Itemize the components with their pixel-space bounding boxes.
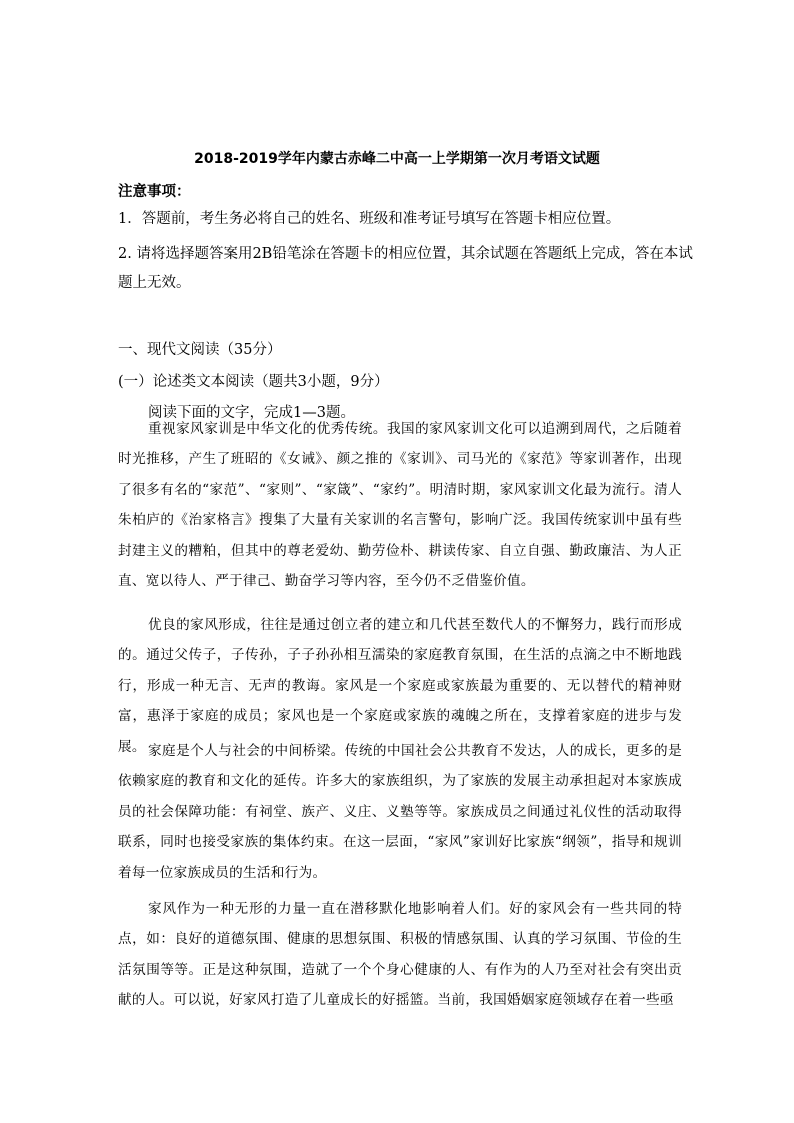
passage-paragraph-3: 家庭是个人与社会的中间桥梁。传统的中国社会公共教育不发达，人的成长，更多的是依赖家庭的教育和文化的延传。许多大的家族组织，为了家族的发展主动承担起对本家族成员的社会保障功能：有祠堂、族产、义庄、义塾等等。家族成员之间通过礼仪性的活动取得联系，同时也接受家族的集体约束。在这一层面，“家风”家训好比家族“纲领”，指导和规训着每一位家族成员的生活和行为。	[118, 743, 682, 881]
notice-heading: 注意事项：	[118, 184, 191, 200]
passage-paragraph-2: 优良的家风形成，往往是通过创立者的建立和几代甚至数代人的不懈努力，践行而形成的。通过父传子，子传孙，子子孙孙相互濡染的家庭教育氛围，在生活的点滴之中不断地践行，形成一种无言、无声的教诲。家风是一个家庭或家族最为重要的、无以替代的精神财富，惠泽于家庭的成员；家风也是一个家庭或家族的魂魄之所在，支撑着家庭的进步与发展。	[118, 617, 682, 755]
reading-instruction: 阅读下面的文字，完成1—3题。	[148, 405, 355, 421]
subsection-heading-argumentative: (一）论述类文本阅读（题共3小题，9分）	[118, 374, 389, 390]
passage-paragraph-1: 重视家风家训是中华文化的优秀传统。我国的家风家训文化可以追溯到周代，之后随着时光推移，产生了班昭的《女诫》、颜之推的《家训》、司马光的《家范》等家训著作，出现了很多有名的“家范”、“家则”、“家箴”、“家约”。明清时期，家风家训文化最为流行。清人朱柏庐的《治家格言》搜集了大量有关家训的名言警句，影响广泛。我国传统家训中虽有些封建主义的糟粕，但其中的尊老爱幼、勤劳俭朴、耕读传家、自立自强、勤政廉洁、为人正直、宽以待人、严于律己、勤奋学习等内容，至今仍不乏借鉴价值。	[118, 421, 682, 590]
section-heading-modern-reading: 一、现代文阅读（35分）	[118, 342, 282, 358]
notice-item-1: 1．答题前，考生务必将自己的姓名、班级和准考证号填写在答题卡相应位置。	[118, 211, 621, 227]
page-title: 2018-2019学年内蒙古赤峰二中高一上学期第一次月考语文试题	[194, 151, 600, 167]
passage-paragraph-4: 家风作为一种无形的力量一直在潜移默化地影响着人们。好的家风会有一些共同的特点，如：良好的道德氛围、健康的思想氛围、积极的情感氛围、认真的学习氛围、节俭的生活氛围等等。正是这种氛围，造就了一个个身心健康的人、有作为的人乃至对社会有突出贡献的人。可以说，好家风打造了儿童成长的好摇篮。当前，我国婚姻家庭领域存在着一些亟	[118, 901, 682, 1009]
notice-item-2-line-1: 2. 请将选择题答案用2B铅笔涂在答题卡的相应位置，其余试题在答题纸上完成，答在本试	[118, 246, 693, 262]
notice-item-2-line-2: 题上无效。	[118, 275, 191, 291]
